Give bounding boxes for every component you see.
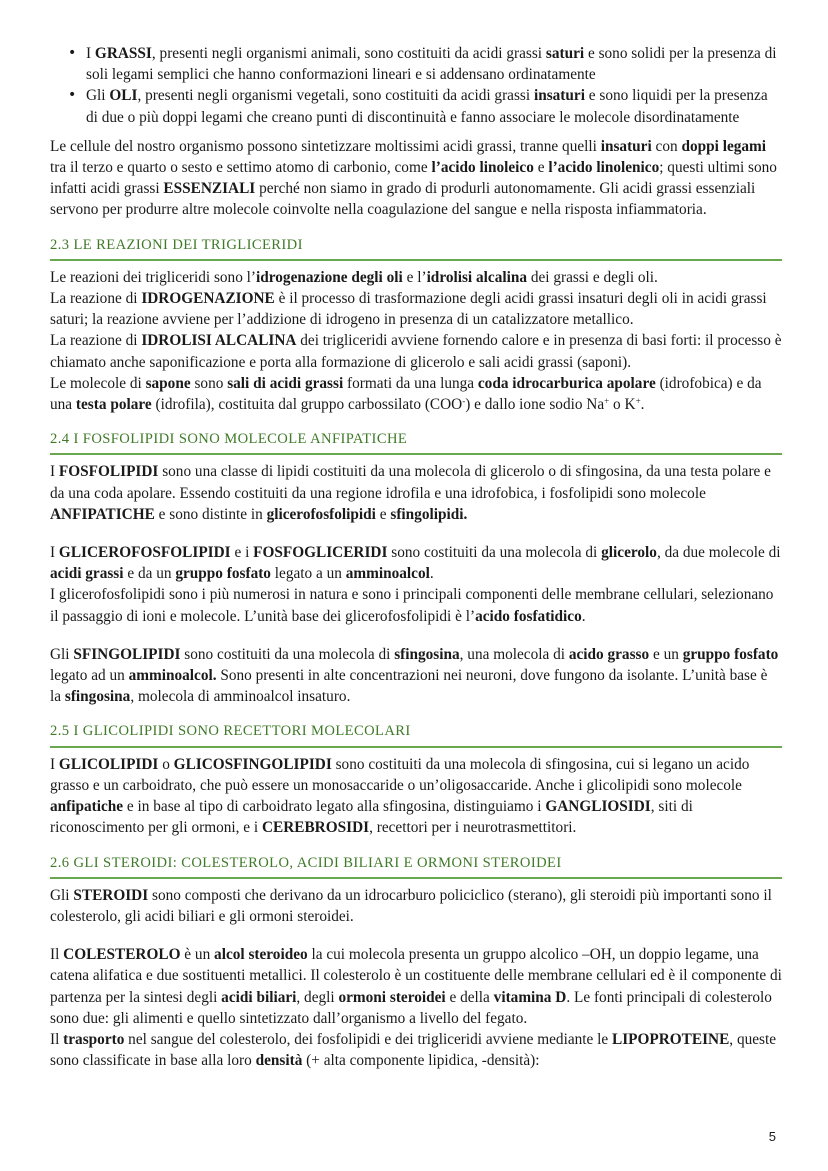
bullet-oli: • Gli OLI, presenti negli organismi vegetali, sono costituiti da acidi grassi insaturi e sono liquidi per la presenza di due o più doppi legami che creano punti di discontinuità e fanno associare le molecole disordinatamente <box>86 85 782 127</box>
section-heading-2-5: 2.5 I GLICOLIPIDI SONO RECETTORI MOLECOLARI <box>50 721 782 747</box>
paragraph-glicerofosfolipidi-funzione: I glicerofosfolipidi sono i più numerosi in natura e sono i principali componenti delle membrane cellulari, selezionano il passaggio di ioni e molecole. L’unità base dei glicerofosfolipidi è l’acido fosfatidico. <box>50 586 774 625</box>
paragraph-glicolipidi: I GLICOLIPIDI o GLICOSFINGOLIPIDI sono costituiti da una molecola di sfingosina, cui si legano un acido grasso e un carboidrato, che può essere un monosaccaride o un’oligosaccaride. Anche i glicolipidi sono molecole anfipatiche e in base al tipo di carboidrato legato alla sfingosina, distinguiamo i GANGLIOSIDI, siti di riconoscimento per gli ormoni, e i CEREBROSIDI, recettori per i neurotrasmettitori. <box>50 755 750 837</box>
paragraph-idrolisi-alcalina: La reazione di IDROLISI ALCALINA dei trigliceridi avviene fornendo calore e in presenza di basi forti: il processo è chiamato anche saponificazione e porta alla formazione di glicerolo e sali acidi grassi (saponi). <box>50 332 782 371</box>
paragraph-idrogenazione: La reazione di IDROGENAZIONE è il processo di trasformazione degli acidi grassi insaturi degli oli in acidi grassi saturi; la reazione avviene per l’addizione di idrogeno in presenza di un catalizzatore metallico. <box>50 290 767 329</box>
bullet-grassi: • I GRASSI, presenti negli organismi animali, sono costituiti da acidi grassi saturi e sono solidi per la presenza di soli legami semplici che hanno conformazioni lineari e si addensano ordinatamente <box>86 43 782 85</box>
paragraph-colesterolo: Il COLESTEROLO è un alcol steroideo la cui molecola presenta un gruppo alcolico –OH, un doppio legame, una catena alifatica e due sostituenti metallici. Il colesterolo è un costituente delle membrane cellulari ed è il componente di partenza per la sintesi degli acidi biliari, degli ormoni steroidei e della vitamina D. Le fonti principali di colesterolo sono due: gli alimenti e quello sintetizzato dall’organismo a livello del fegato. <box>50 946 782 1027</box>
paragraph-reazioni-intro: Le reazioni dei trigliceridi sono l’idrogenazione degli oli e l’idrolisi alcalina dei grassi e degli oli. <box>50 268 658 286</box>
bullet-list <box>50 43 782 128</box>
paragraph-sfingolipidi: Gli SFINGOLIPIDI sono costituiti da una molecola di sfingosina, una molecola di acido grasso e un gruppo fosfato legato ad un amminoalcol. Sono presenti in alte concentrazioni nei neuroni, dove fungono da isolante. L’unità base è la sfingosina, molecola di amminoalcol insaturo. <box>50 645 779 706</box>
page-content <box>50 43 782 1071</box>
paragraph-glicerofosfolipidi: I GLICEROFOSFOLIPIDI e i FOSFOGLICERIDI sono costituiti da una molecola di glicerolo, da due molecole di acidi grassi e da un gruppo fosfato legato a un amminoalcol. <box>50 544 781 583</box>
section-heading-2-3: 2.3 LE REAZIONI DEI TRIGLICERIDI <box>50 235 782 261</box>
section-heading-2-6: 2.6 GLI STEROIDI: COLESTEROLO, ACIDI BILIARI E ORMONI STEROIDEI <box>50 853 782 879</box>
paragraph-lipoproteine: Il trasporto nel sangue del colesterolo, dei fosfolipidi e dei trigliceridi avviene mediante le LIPOPROTEINE, queste sono classificate in base alla loro densità (+ alta componente lipidica, -densità): <box>50 1030 777 1070</box>
paragraph-acidi-grassi-essenziali: Le cellule del nostro organismo possono sintetizzare moltissimi acidi grassi, tranne quelli insaturi con doppi legami tra il terzo e quarto o sesto e settimo atomo di carbonio, come l’acido linoleico e l’acido linolenico; questi ultimi sono infatti acidi grassi ESSENZIALI perché non siamo in grado di produrli autonomamente. Gli acidi grassi essenziali servono per produrre altre molecole coinvolte nella coagulazione del sangue e nella risposta infiammatoria. <box>50 137 777 219</box>
page-number: 5 <box>768 1129 776 1144</box>
paragraph-fosfolipidi: I FOSFOLIPIDI sono una classe di lipidi costituiti da una molecola di glicerolo o di sfingosina, da una testa polare e da una coda apolare. Essendo costituiti da una regione idrofila e una idrofobica, i fosfolipidi sono molecole ANFIPATICHE e sono distinte in glicerofosfolipidi e sfingolipidi. <box>50 463 771 523</box>
paragraph-sapone: Le molecole di sapone sono sali di acidi grassi formati da una lunga coda idrocarburica apolare (idrofobica) e da una testa polare (idrofila), costituita dal gruppo carbossilato (COO-) e dallo ione sodio Na+ o K+. <box>50 374 762 414</box>
paragraph-steroidi: Gli STEROIDI sono composti che derivano da un idrocarburo policiclico (sterano), gli steroidi più importanti sono il colesterolo, gli acidi biliari e gli ormoni steroidei. <box>50 886 772 925</box>
section-heading-2-4: 2.4 I FOSFOLIPIDI SONO MOLECOLE ANFIPATICHE <box>50 429 782 455</box>
